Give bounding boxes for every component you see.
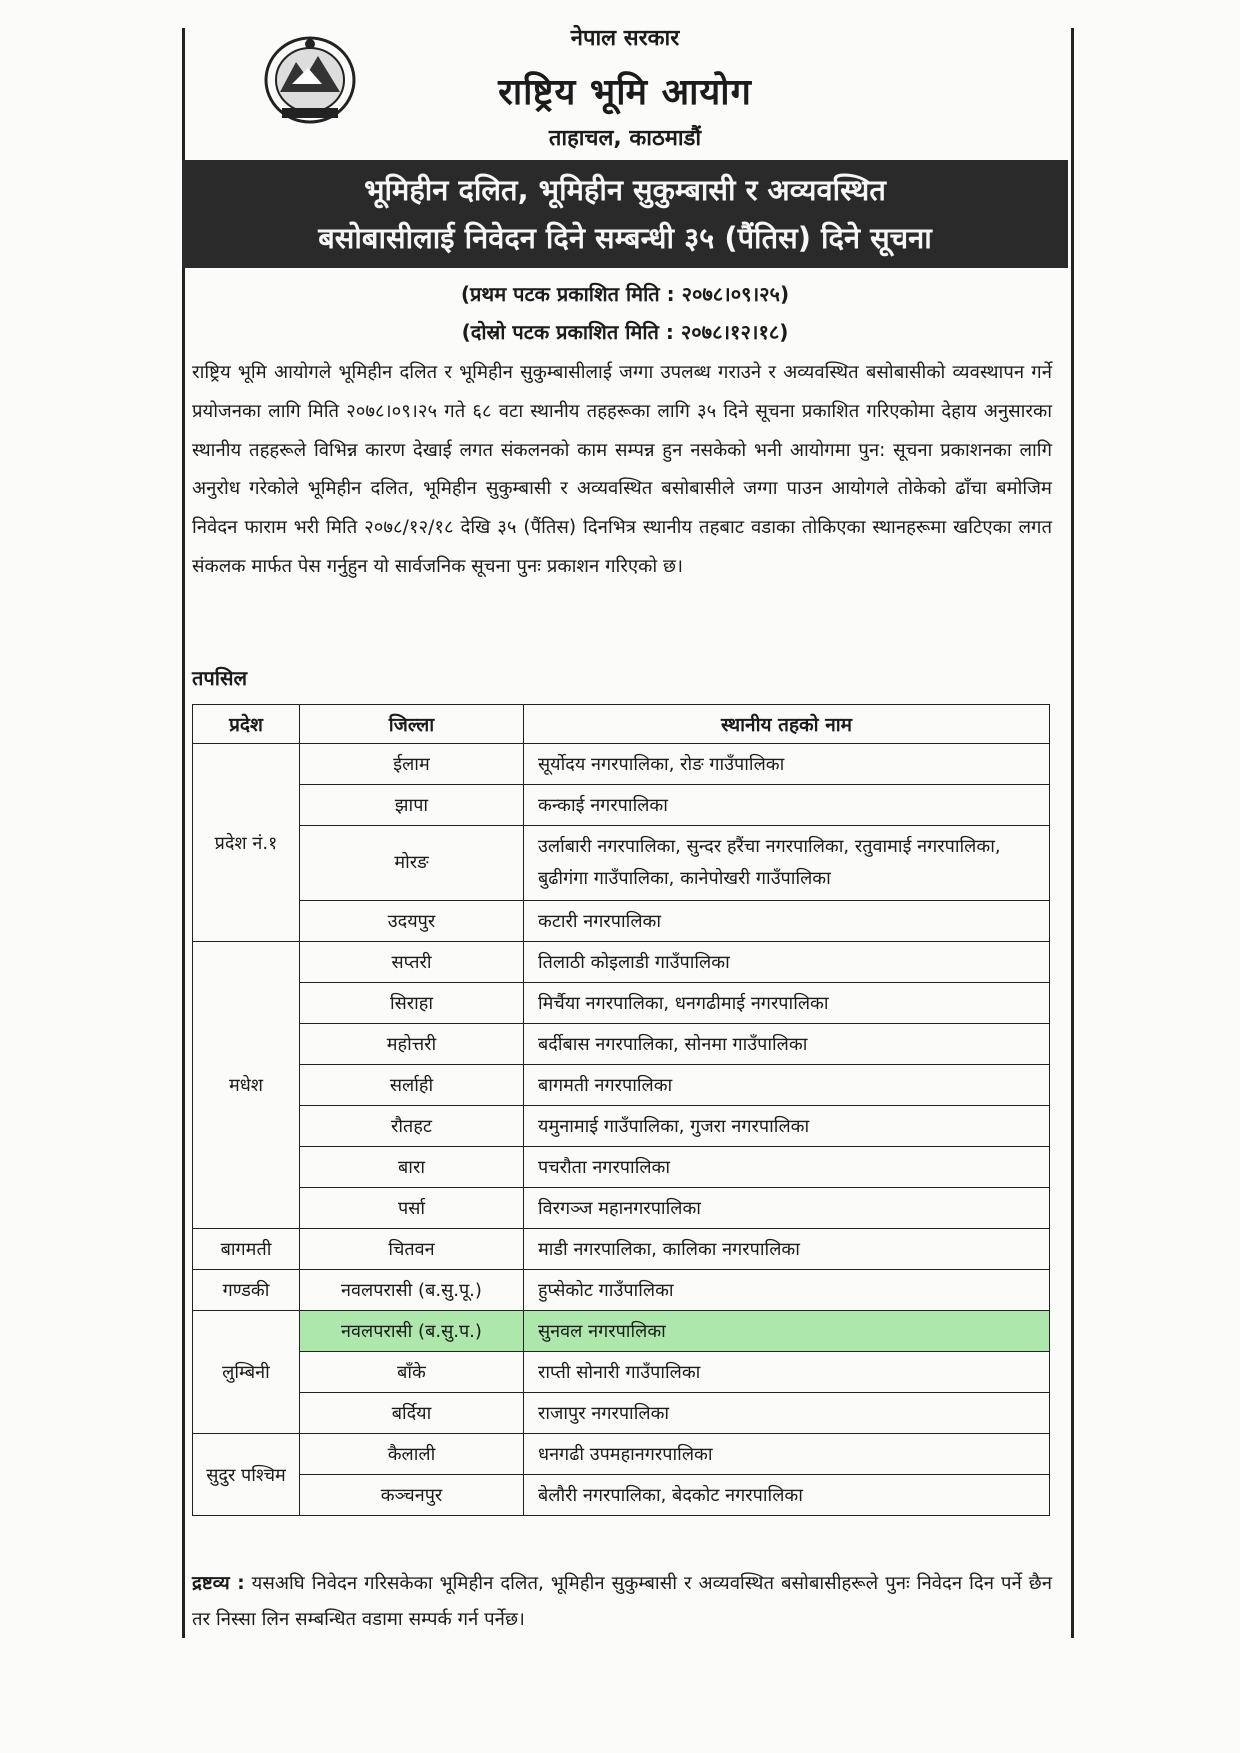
- district-cell: बाँके: [300, 1352, 524, 1393]
- local-level-cell: हुप्सेकोट गाउँपालिका: [524, 1270, 1050, 1311]
- details-heading: तपसिल: [192, 666, 248, 690]
- district-cell: झापा: [300, 785, 524, 826]
- table-row: [193, 1188, 1050, 1229]
- second-publication-date: (दोस्रो पटक प्रकाशित मिति : २०७८।१२।१८): [461, 320, 789, 344]
- header-province: प्रदेश: [193, 705, 300, 744]
- table-header-row: [193, 705, 1050, 744]
- local-level-cell: मिर्चैया नगरपालिका, धनगढीमाई नगरपालिका: [524, 983, 1050, 1024]
- district-cell: पर्सा: [300, 1188, 524, 1229]
- local-level-cell: पचरौता नगरपालिका: [524, 1147, 1050, 1188]
- table-row: [193, 901, 1050, 942]
- table-row: [193, 1475, 1050, 1516]
- local-level-cell: सूर्योदय नगरपालिका, रोङ गाउँपालिका: [524, 744, 1050, 785]
- header-district: जिल्ला: [300, 705, 524, 744]
- local-level-cell: कन्काई नगरपालिका: [524, 785, 1050, 826]
- district-cell: सर्लाही: [300, 1065, 524, 1106]
- province-cell: मधेश: [193, 942, 300, 1229]
- table-row: [193, 1352, 1050, 1393]
- table-row: [193, 744, 1050, 785]
- table-row-highlighted: [193, 1311, 1050, 1352]
- table-row: [193, 983, 1050, 1024]
- district-cell: सप्तरी: [300, 942, 524, 983]
- district-cell: कञ्चनपुर: [300, 1475, 524, 1516]
- district-cell: सिराहा: [300, 983, 524, 1024]
- commission-address: ताहाचल, काठमाडौं: [548, 126, 702, 151]
- local-level-cell: धनगढी उपमहानगरपालिका: [524, 1434, 1050, 1475]
- header-local-level: स्थानीय तहको नाम: [524, 705, 1050, 744]
- province-cell: गण्डकी: [193, 1270, 300, 1311]
- local-levels-table: [192, 704, 1050, 1516]
- table-row: [193, 1393, 1050, 1434]
- table-row: [193, 1147, 1050, 1188]
- commission-name: राष्ट्रिय भूमि आयोग: [498, 72, 752, 113]
- local-level-cell: यमुनामाई गाउँपालिका, गुजरा नगरपालिका: [524, 1106, 1050, 1147]
- local-level-cell: कटारी नगरपालिका: [524, 901, 1050, 942]
- province-cell: बागमती: [193, 1229, 300, 1270]
- local-level-cell: राप्ती सोनारी गाउँपालिका: [524, 1352, 1050, 1393]
- note-label: द्रष्टव्य :: [192, 1573, 245, 1594]
- table-row: [193, 1270, 1050, 1311]
- notice-title-line2: बसोबासीलाई निवेदन दिने सम्बन्धी ३५ (पैंतिस) दिने सूचना: [318, 221, 932, 255]
- table-row: [193, 785, 1050, 826]
- notice-title-line1: भूमिहीन दलित, भूमिहीन सुकुम्बासी र अव्यवस्थित: [364, 173, 886, 207]
- district-cell: चितवन: [300, 1229, 524, 1270]
- province-cell: सुदुर पश्चिम: [193, 1434, 300, 1516]
- local-level-cell: माडी नगरपालिका, कालिका नगरपालिका: [524, 1229, 1050, 1270]
- note-text: यसअघि निवेदन गरिसकेका भूमिहीन दलित, भूमिहीन सुकुम्बासी र अव्यवस्थित बसोबासीहरूले पुनः निवेदन दिन पर्ने छैन तर निस्सा लिन सम्बन्धित वडामा सम्पर्क गर्न पर्नेछ।: [192, 1573, 1052, 1630]
- local-level-cell: विरगञ्ज महानगरपालिका: [524, 1188, 1050, 1229]
- province-cell: लुम्बिनी: [193, 1311, 300, 1434]
- table-row: [193, 1229, 1050, 1270]
- district-cell: नवलपरासी (ब.सु.प.): [300, 1311, 524, 1352]
- table-row: [193, 1065, 1050, 1106]
- local-level-cell: बर्दीबास नगरपालिका, सोनमा गाउँपालिका: [524, 1024, 1050, 1065]
- local-level-cell: बेलौरी नगरपालिका, बेदकोट नगरपालिका: [524, 1475, 1050, 1516]
- table-row: [193, 1434, 1050, 1475]
- local-level-cell: उर्लाबारी नगरपालिका, सुन्दर हरैंचा नगरपालिका, रतुवामाई नगरपालिका, बुढीगंगा गाउँपालिका, कानेपोखरी गाउँपालिका: [524, 826, 1050, 901]
- district-cell: कैलाली: [300, 1434, 524, 1475]
- table-row: [193, 1106, 1050, 1147]
- table-row: [193, 942, 1050, 983]
- local-level-cell: राजापुर नगरपालिका: [524, 1393, 1050, 1434]
- local-level-cell: सुनवल नगरपालिका: [524, 1311, 1050, 1352]
- province-cell: प्रदेश नं.१: [193, 744, 300, 942]
- table-row: [193, 1024, 1050, 1065]
- first-publication-date: (प्रथम पटक प्रकाशित मिति : २०७८।०९।२५): [460, 282, 790, 306]
- district-cell: महोत्तरी: [300, 1024, 524, 1065]
- notice-body: राष्ट्रिय भूमि आयोगले भूमिहीन दलित र भूमिहीन सुकुम्बासीलाई जग्गा उपलब्ध गराउने र अव्यवस्थित बसोबासीको व्यवस्थापन गर्ने प्रयोजनका लागि मिति २०७८।०९।२५ गते ६८ वटा स्थानीय तहहरूका लागि ३५ दिने सूचना प्रकाशित गरिएकोमा देहाय अनुसारका स्थानीय तहहरूले विभिन्न कारण देखाई लगत संकलनको काम सम्पन्न हुन नसकेको भनी आयोगमा पुन: सूचना प्रकाशनका लागि अनुरोध गरेकोले भूमिहीन दलित, भूमिहीन सुकुम्बासी र अव्यवस्थित बसोबासीले जग्गा पाउन आयोगले तोकेको ढाँचा बमोजिम निवेदन फाराम भरी मिति २०७८/१२/१८ देखि ३५ (पैंतिस) दिनभित्र स्थानीय तहबाट वडाका तोकिएका स्थानहरूमा खटिएका लगत संकलक मार्फत पेस गर्नुहुन यो सार्वजनिक सूचना पुनः प्रकाशन गरिएको छ।: [192, 362, 1052, 577]
- table-row: [193, 826, 1050, 901]
- notice-title: [182, 160, 1068, 268]
- local-level-cell: तिलाठी कोइलाडी गाउँपालिका: [524, 942, 1050, 983]
- district-cell: ईलाम: [300, 744, 524, 785]
- local-level-cell: बागमती नगरपालिका: [524, 1065, 1050, 1106]
- district-cell: उदयपुर: [300, 901, 524, 942]
- district-cell: मोरङ: [300, 826, 524, 901]
- district-cell: बर्दिया: [300, 1393, 524, 1434]
- district-cell: बारा: [300, 1147, 524, 1188]
- note-paragraph: [192, 1566, 1052, 1638]
- government-name: नेपाल सरकार: [570, 26, 680, 51]
- district-cell: रौतहट: [300, 1106, 524, 1147]
- district-cell: नवलपरासी (ब.सु.पू.): [300, 1270, 524, 1311]
